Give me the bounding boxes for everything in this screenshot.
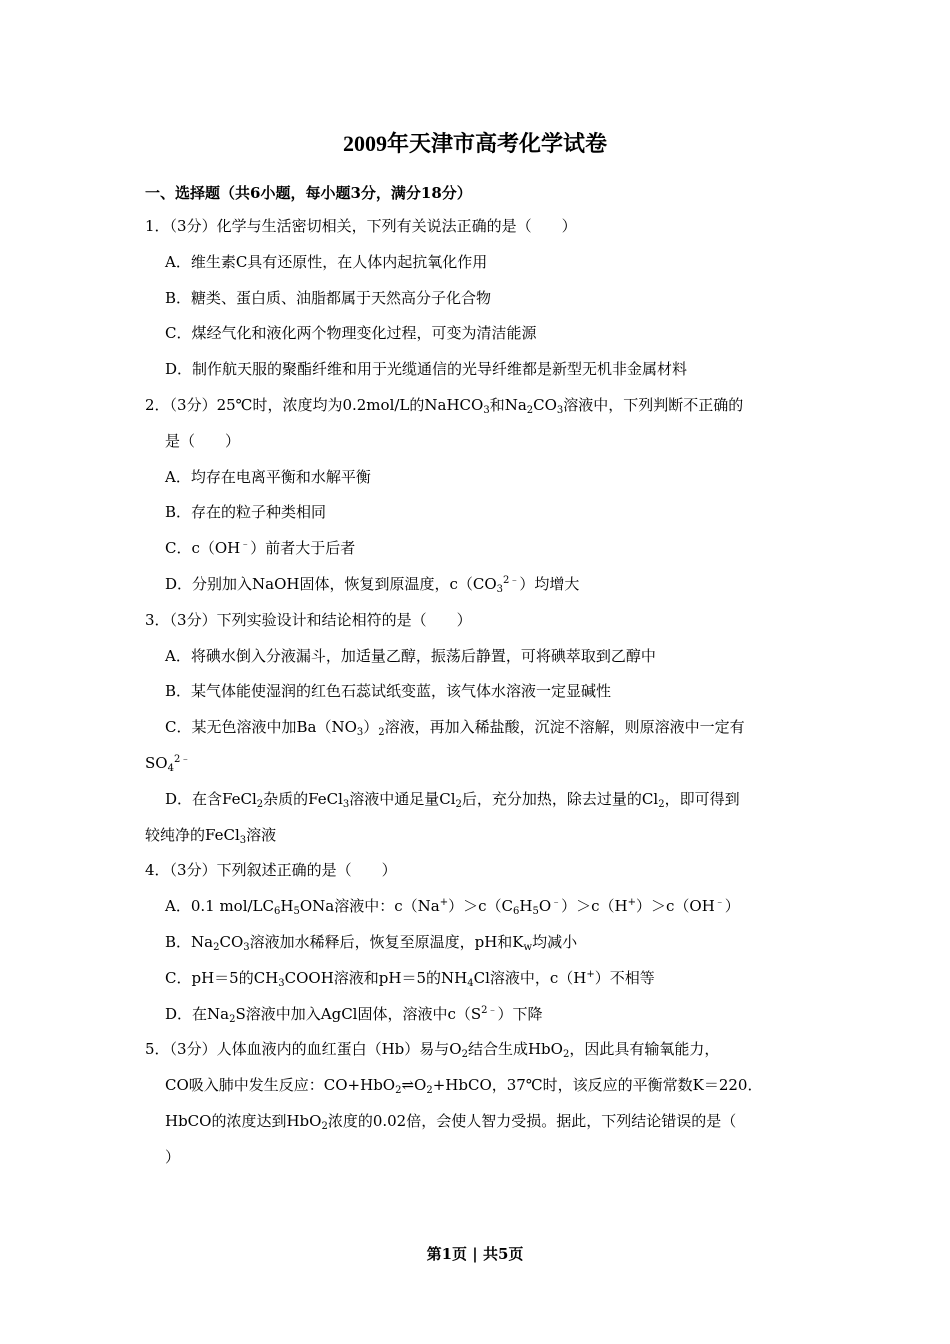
text-segment: 5．（3分）人体血液内的血红蛋白（Hb）易与O [145, 1040, 462, 1059]
question-2 [145, 388, 815, 603]
subscript: 6 [274, 906, 281, 918]
text-segment: CO [533, 395, 557, 414]
option-C-line [145, 316, 815, 352]
subscript: 4 [167, 762, 174, 774]
option-D-line [145, 567, 815, 603]
text-segment: ）前者大于后者 [250, 539, 356, 558]
option-D-line [145, 352, 815, 388]
subscript: 3 [496, 583, 504, 595]
text-segment: ） [724, 897, 740, 916]
subscript: 3 [556, 404, 564, 416]
option-D-line [145, 818, 815, 854]
text-segment: 溶液，再加入稀盐酸，沉淀不溶解，则原溶液中一定有 [384, 718, 745, 737]
text-segment: A．0.1 mol/LC [165, 897, 274, 916]
text-segment: ，即可得到 [664, 789, 740, 808]
superscript: + [586, 968, 595, 980]
subscript: 2 [461, 1049, 468, 1061]
question-1 [145, 209, 815, 388]
text-segment: +HbCO，37℃时，该反应的平衡常数K＝220． [432, 1076, 763, 1095]
subscript: 2 [426, 1085, 433, 1097]
question-stem-line [145, 424, 815, 460]
text-segment: C．某无色溶液中加Ba（NO [165, 718, 357, 737]
subscript: 2 [213, 941, 220, 953]
text-segment: 4．（3分）下列叙述正确的是（ ） [145, 861, 397, 880]
option-C-line [145, 710, 815, 746]
text-segment: 3．（3分）下列实验设计和结论相符的是（ ） [145, 610, 472, 629]
subscript: 2 [378, 727, 385, 739]
option-A-line [145, 245, 815, 281]
text-segment: B．存在的粒子种类相同 [165, 503, 327, 522]
document-title: 2009年天津市高考化学试卷 [342, 131, 607, 156]
text-segment: D．在Na [165, 1004, 230, 1023]
subscript: 4 [467, 977, 474, 989]
superscript: ﹣ [240, 539, 251, 551]
text-segment: H [280, 897, 294, 916]
option-B-line [145, 281, 815, 317]
subscript: 3 [483, 404, 490, 416]
text-segment: 结合生成HbO [467, 1040, 563, 1059]
text-segment: A．将碘水倒入分液漏斗，加适量乙醇，振荡后静置，可将碘萃取到乙醇中 [165, 646, 656, 665]
text-segment: 溶液加水稀释后，恢复至原温度，pH和K [249, 932, 524, 951]
question-3 [145, 603, 815, 854]
text-segment: 溶液中通足量Cl [349, 789, 456, 808]
question-stem-line [145, 388, 815, 424]
option-A-line [145, 460, 815, 496]
text-segment: C．煤经气化和液化两个物理变化过程，可变为清洁能源 [165, 324, 537, 343]
question-stem-line [145, 1140, 815, 1176]
text-segment: ，因此具有输氧能力， [569, 1040, 720, 1059]
text-segment: A．均存在电离平衡和水解平衡 [165, 467, 371, 486]
subscript: 5 [293, 906, 300, 918]
text-segment: B．Na [165, 932, 214, 951]
subscript: 5 [532, 906, 539, 918]
text-segment: 1．（3分）化学与生活密切相关，下列有关说法正确的是（ ） [145, 217, 577, 235]
text-segment: D．制作航天服的聚酯纤维和用于光缆通信的光导纤维都是新型无机非金属材料 [165, 360, 688, 379]
subscript: 3 [356, 727, 364, 739]
option-D-line [145, 997, 815, 1033]
text-segment: 后，充分加热，除去过量的Cl [461, 789, 659, 808]
subscript: 3 [243, 941, 250, 953]
text-segment: COOH溶液和pH＝5的NH [284, 968, 468, 987]
subscript: 2 [321, 1120, 328, 1132]
text-segment: ONa溶液中：c（Na [299, 897, 440, 916]
option-B-line [145, 674, 815, 710]
text-segment: C．pH＝5的CH [165, 968, 279, 987]
question-5 [145, 1032, 815, 1175]
text-segment: ⇌O [401, 1076, 427, 1095]
option-A-line [145, 639, 815, 675]
text-segment: B．糖类、蛋白质、油脂都属于天然高分子化合物 [165, 288, 492, 307]
text-segment: ）不相等 [594, 968, 655, 987]
question-stem-line [145, 209, 815, 245]
text-segment: 均减小 [532, 932, 578, 951]
text-segment: D．分别加入NaOH固体，恢复到原温度，c（CO [165, 574, 497, 593]
superscript: ﹣ [551, 897, 562, 909]
text-segment: H [519, 897, 533, 916]
question-stem-line [145, 1068, 815, 1104]
text-segment: ）＞c（C [448, 897, 513, 916]
superscript: 2﹣ [173, 753, 191, 765]
subscript: 2 [395, 1085, 402, 1097]
text-segment: ）均增大 [519, 574, 580, 593]
subscript: 3 [342, 798, 350, 810]
text-segment: ）下降 [497, 1004, 543, 1023]
option-C-line [145, 961, 815, 997]
text-segment: 溶液 [246, 825, 277, 844]
option-C-line [145, 746, 815, 782]
question-4 [145, 853, 815, 1032]
text-segment: CO吸入肺中发生反应：CO+HbO [165, 1076, 396, 1095]
subscript: 2 [658, 798, 665, 810]
question-stem-line [145, 1032, 815, 1068]
subscript: 2 [256, 798, 264, 810]
section-heading: 一、选择题（共6小题，每小题3分，满分18分） [145, 184, 472, 202]
text-segment: S溶液中加入AgCl固体，溶液中c（S [235, 1004, 482, 1023]
subscript: 2 [562, 1049, 570, 1061]
text-segment: 溶液中，下列判断不正确的 [563, 395, 744, 414]
question-list [145, 209, 815, 1176]
question-stem-line [145, 853, 815, 889]
text-segment: ）＞c（H [561, 897, 628, 916]
superscript: + [439, 897, 449, 909]
text-segment: 浓度的0.02倍，会使人智力受损。据此，下列结论错误的是（ [327, 1111, 737, 1130]
text-segment: D．在含FeCl [165, 789, 257, 808]
text-segment: 2．（3分）25℃时，浓度均为0.2mol/L的NaHCO [145, 395, 484, 414]
question-stem-line [145, 1104, 815, 1140]
page-footer: 第1页 | 共5页 [426, 1245, 524, 1263]
text-segment: B．某气体能使湿润的红色石蕊试纸变蓝，该气体水溶液一定显碱性 [165, 682, 612, 701]
option-B-line [145, 925, 815, 961]
subscript: 2 [455, 798, 462, 810]
text-segment: ） [363, 718, 379, 737]
subscript: 6 [512, 906, 520, 918]
text-segment: ） [165, 1147, 181, 1166]
subscript: w [523, 941, 533, 953]
option-D-line [145, 782, 815, 818]
text-segment: HbCO的浓度达到HbO [165, 1111, 322, 1130]
text-segment: A．维生素C具有还原性，在人体内起抗氧化作用 [165, 252, 488, 271]
subscript: 3 [278, 977, 285, 989]
text-segment: 杂质的FeCl [263, 789, 343, 808]
question-stem-line [145, 603, 815, 639]
subscript: 3 [239, 834, 247, 846]
superscript: + [627, 897, 636, 909]
text-segment: O [538, 897, 552, 916]
superscript: 2﹣ [503, 574, 520, 586]
text-segment: ）＞c（OH [636, 897, 715, 916]
text-segment: CO [219, 932, 244, 951]
option-C-line [145, 531, 815, 567]
subscript: 2 [526, 404, 534, 416]
text-segment: SO [145, 753, 168, 772]
subscript: 2 [229, 1013, 236, 1025]
text-segment: 较纯净的FeCl [145, 825, 240, 844]
text-segment: C．c（OH [165, 539, 241, 558]
superscript: ﹣ [714, 897, 725, 909]
text-segment: 是（ ） [165, 431, 241, 450]
option-A-line [145, 889, 815, 925]
option-B-line [145, 495, 815, 531]
superscript: 2﹣ [481, 1004, 498, 1016]
text-segment: 和Na [489, 395, 527, 414]
text-segment: Cl溶液中，c（H [473, 968, 587, 987]
